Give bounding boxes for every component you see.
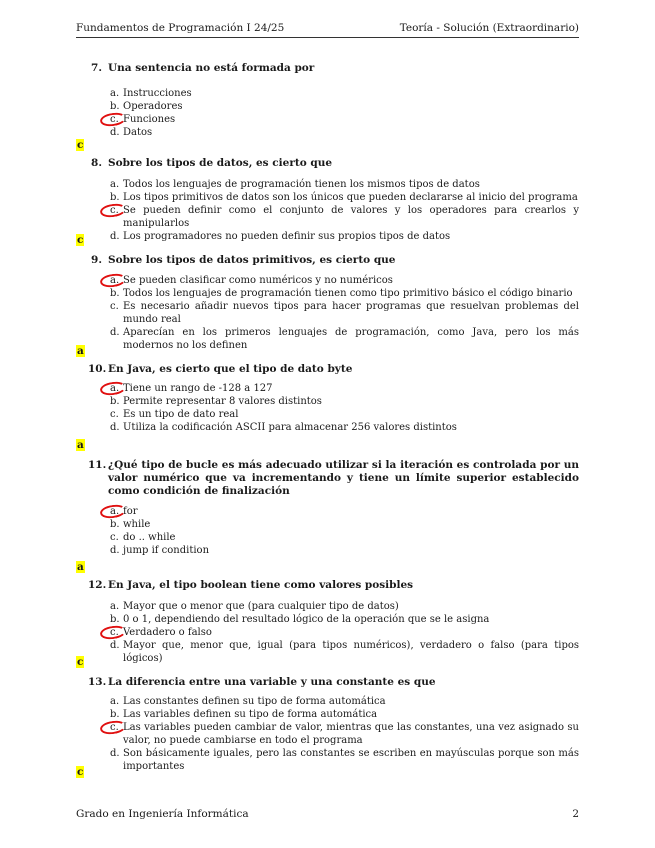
question-text: ¿Qué tipo de bucle es más adecuado utilizar si la iteración es controlada por un valor numérico que va incrementando y tiene un límite superior establecido como condición de finalización [108,459,579,497]
question-number: 8. [91,157,102,169]
option-b: b. Todos los lenguajes de programación tienen como tipo primitivo básico el código binario [110,288,573,299]
option-a: a. Se pueden clasificar como numéricos y no numéricos [110,274,579,287]
footer-degree: Grado en Ingeniería Informática [76,808,249,820]
question-text: Sobre los tipos de datos primitivos, es cierto que [108,254,396,266]
option-c: c. Las variables pueden cambiar de valor, mientras que las constantes, una vez asignado su valor, no puede cambiarse en todo el programa [110,721,579,747]
option-d: d. Mayor que, menor que, igual (para tipos numéricos), verdadero o falso (para tipos lógicos) [110,640,579,664]
question-text: En Java, es cierto que el tipo de dato byte [108,363,353,375]
question-12 [88,579,579,665]
option-a: a. Tiene un rango de -128 a 127 [110,382,579,395]
question-11 [88,459,579,557]
page-number: 2 [572,808,579,820]
option-b: b. while [110,519,151,530]
option-c: c. do .. while [110,532,176,543]
answer-highlight: c [77,766,84,778]
question-text: En Java, el tipo boolean tiene como valores posibles [108,579,414,591]
option-d: d. Datos [110,127,153,138]
option-b: b. Operadores [110,101,183,112]
option-c: c. Verdadero o falso [110,626,579,639]
answer-highlight: a [77,345,84,357]
header-exam-title: Teoría - Solución (Extraordinario) [399,22,579,34]
answer-highlight: c [77,139,84,151]
option-b: b. Las variables definen su tipo de forma automática [110,709,378,720]
question-number: 11. [88,459,107,471]
option-b: b. Los tipos primitivos de datos son los únicos que pueden declararse al inicio del programa [110,192,578,203]
question-number: 12. [88,579,107,591]
option-a: a. Las constantes definen su tipo de forma automática [110,696,386,707]
answer-highlight: c [77,234,84,246]
question-number: 10. [88,363,107,375]
option-a: a. Instrucciones [110,88,192,99]
option-c: c. Funciones [110,113,579,126]
option-d: d. jump if condition [110,545,210,556]
option-c: c. Es necesario añadir nuevos tipos para hacer programas que resuelvan problemas del mundo real [110,301,579,325]
question-text: La diferencia entre una variable y una constante es que [108,676,436,688]
option-a: a. for [110,505,579,518]
question-8 [88,157,579,243]
option-a: a. Todos los lenguajes de programación tienen los mismos tipos de datos [110,179,480,190]
question-number: 7. [91,62,102,74]
answer-highlight: a [77,561,84,573]
option-d: d. Son básicamente iguales, pero las constantes se escriben en mayúsculas porque son más importantes [110,748,579,772]
option-a: a. Mayor que o menor que (para cualquier tipo de datos) [110,601,399,612]
option-b: b. 0 o 1, dependiendo del resultado lógico de la operación que se le asigna [110,614,490,625]
question-13 [88,676,579,773]
question-10 [88,363,579,434]
question-text: Una sentencia no está formada por [108,62,315,74]
question-9 [88,254,579,352]
option-c: c. Se pueden definir como el conjunto de valores y los operadores para crearlos y manipularlos [110,204,579,230]
question-7 [88,62,579,139]
option-b: b. Permite representar 8 valores distintos [110,396,322,407]
answer-highlight: c [77,656,84,668]
option-d: d. Los programadores no pueden definir sus propios tipos de datos [110,231,451,242]
answer-highlight: a [77,439,84,451]
question-number: 9. [91,254,102,266]
option-d: d. Aparecían en los primeros lenguajes de programación, como Java, pero los más modernos no los definen [110,327,579,351]
question-number: 13. [88,676,107,688]
option-c: c. Es un tipo de dato real [110,409,239,420]
page-header [76,18,579,38]
header-course: Fundamentos de Programación I 24/25 [76,22,285,34]
page-footer [76,808,579,820]
option-d: d. Utiliza la codificación ASCII para almacenar 256 valores distintos [110,422,457,433]
question-text: Sobre los tipos de datos, es cierto que [108,157,333,169]
